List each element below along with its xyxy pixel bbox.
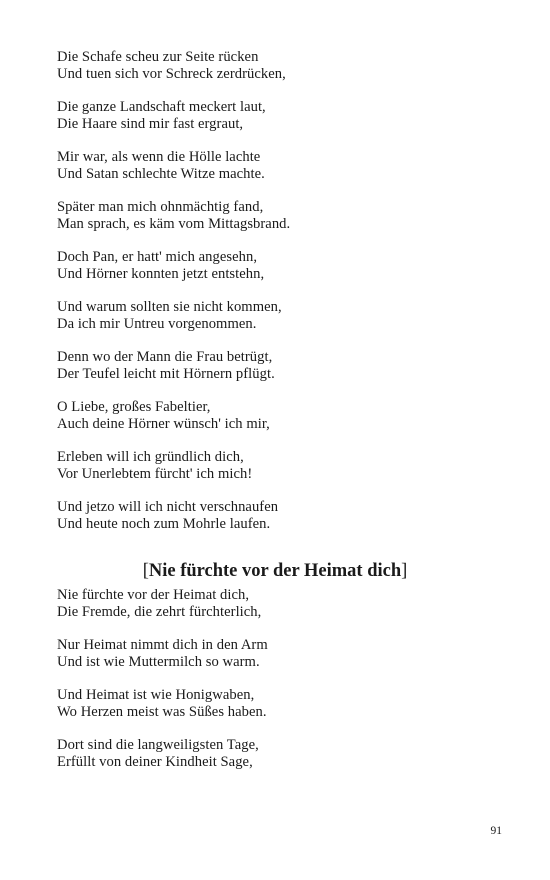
verse-line: Die Fremde, die zehrt fürchterlich, <box>57 604 262 620</box>
stanza <box>57 737 497 771</box>
stanza <box>57 99 497 133</box>
verse-line: Und Heimat ist wie Honigwaben, <box>57 687 255 703</box>
verse-line: Wo Herzen meist was Süßes haben. <box>57 704 267 720</box>
verse-line: Doch Pan, er hatt' mich angesehn, <box>57 249 258 265</box>
verse-line: Nur Heimat nimmt dich in den Arm <box>57 637 268 653</box>
verse-line: Und Satan schlechte Witze machte. <box>57 166 265 182</box>
verse-line: Und tuen sich vor Schreck zerdrücken, <box>57 66 286 82</box>
title-bracket-close: ] <box>401 561 408 581</box>
poem-heimat <box>57 587 497 787</box>
poem-continued <box>57 49 497 549</box>
stanza <box>57 399 497 433</box>
verse-line: Vor Unerlebtem fürcht' ich mich! <box>57 466 253 482</box>
verse-line: Nie fürchte vor der Heimat dich, <box>57 587 250 603</box>
verse-line: Da ich mir Untreu vorgenommen. <box>57 316 257 332</box>
stanza <box>57 149 497 183</box>
stanza <box>57 499 497 533</box>
stanza <box>57 687 497 721</box>
stanza <box>57 637 497 671</box>
verse-line: Später man mich ohnmächtig fand, <box>57 199 264 215</box>
verse-line: Und ist wie Muttermilch so warm. <box>57 654 260 670</box>
verse-line: Denn wo der Mann die Frau betrügt, <box>57 349 273 365</box>
verse-line: O Liebe, großes Fabeltier, <box>57 399 211 415</box>
verse-line: Auch deine Hörner wünsch' ich mir, <box>57 416 270 432</box>
verse-line: Erfüllt von deiner Kindheit Sage, <box>57 754 253 770</box>
stanza <box>57 349 497 383</box>
verse-line: Der Teufel leicht mit Hörnern pflügt. <box>57 366 275 382</box>
title-bracket-open: [ <box>142 561 149 581</box>
poem-title <box>0 560 550 582</box>
verse-line: Und Hörner konnten jetzt entstehn, <box>57 266 265 282</box>
verse-line: Und heute noch zum Mohrle laufen. <box>57 516 271 532</box>
verse-line: Mir war, als wenn die Hölle lachte <box>57 149 261 165</box>
verse-line: Und jetzo will ich nicht verschnaufen <box>57 499 279 515</box>
verse-line: Und warum sollten sie nicht kommen, <box>57 299 282 315</box>
verse-line: Dort sind die langweiligsten Tage, <box>57 737 259 753</box>
stanza <box>57 249 497 283</box>
stanza <box>57 49 497 83</box>
verse-line: Die Schafe scheu zur Seite rücken <box>57 49 259 65</box>
stanza <box>57 299 497 333</box>
poem-title-text: Nie fürchte vor der Heimat dich <box>148 561 402 581</box>
verse-line: Man sprach, es käm vom Mittagsbrand. <box>57 216 291 232</box>
stanza <box>57 587 497 621</box>
verse-line: Die Haare sind mir fast ergraut, <box>57 116 244 132</box>
stanza <box>57 449 497 483</box>
stanza <box>57 199 497 233</box>
page-number: 91 <box>490 825 502 837</box>
verse-line: Die ganze Landschaft meckert laut, <box>57 99 266 115</box>
verse-line: Erleben will ich gründlich dich, <box>57 449 244 465</box>
